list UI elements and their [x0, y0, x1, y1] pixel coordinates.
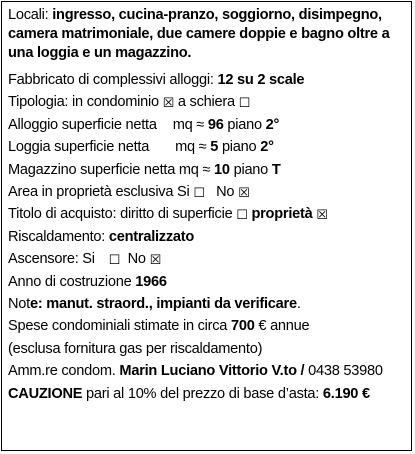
- note-label: Not: [8, 296, 30, 313]
- loggia-value: 5: [210, 139, 219, 156]
- area-no-label: No: [204, 184, 239, 201]
- checkbox-ascensore-si-empty-icon: ☐: [108, 253, 120, 269]
- cauzione-value: 6.190 €: [322, 385, 370, 402]
- checkbox-ascensore-no-checked-icon: ☒: [149, 253, 161, 269]
- area-label: Area in proprietà esclusiva Si: [8, 184, 194, 201]
- ascensore-no-label: No: [120, 251, 150, 268]
- alloggio-label: Alloggio superficie netta: [8, 116, 157, 133]
- loggia-row: [8, 136, 407, 158]
- alloggio-piano-value: 2°: [265, 116, 280, 133]
- magazzino-piano-label: piano: [229, 161, 272, 178]
- spese-row: [8, 315, 407, 337]
- alloggio-piano-label: piano: [223, 116, 266, 133]
- spese-unit: € annue: [254, 318, 310, 335]
- note-end: .: [296, 296, 301, 313]
- tipologia-row: [8, 91, 407, 113]
- note-row: [8, 293, 407, 315]
- spese-label: Spese condominiali stimate in circa: [8, 318, 231, 335]
- cauzione-row: [8, 383, 407, 405]
- amministratore-row: [8, 360, 407, 382]
- checkbox-condominio-checked-icon: ☒: [162, 96, 175, 112]
- locali-label: Locali:: [8, 7, 53, 23]
- anno-row: [8, 271, 407, 293]
- riscaldamento-value: centralizzato: [108, 228, 195, 245]
- loggia-label: Loggia superficie netta: [8, 139, 150, 156]
- tipologia-label: Tipologia: in condominio: [8, 94, 163, 111]
- checkbox-superficie-empty-icon: ☐: [236, 208, 248, 224]
- ascensore-row: [8, 248, 407, 270]
- property-info-box: [1, 1, 412, 451]
- riscaldamento-row: [8, 226, 407, 248]
- alloggio-unit: mq ≈: [172, 116, 208, 133]
- spese-note-row: (esclusa fornitura gas per riscaldamento): [8, 340, 263, 357]
- alloggio-row: [8, 114, 407, 136]
- loggia-unit: mq ≈: [175, 139, 211, 156]
- amministratore-phone: 0438 53980: [304, 363, 383, 380]
- titolo-label: Titolo di acquisto: diritto di superficie: [8, 206, 237, 223]
- tipologia-mid: a schiera: [174, 94, 239, 111]
- locali-value: ingresso, cucina-pranzo, soggiorno, disimpegno, camera matrimoniale, due camere doppie e bagno oltre a una loggia e un magazzino.: [8, 7, 390, 61]
- locali-row: [8, 6, 407, 63]
- fabbricato-value: 12 su 2 scale: [217, 72, 305, 88]
- checkbox-proprieta-checked-icon: ☒: [316, 208, 328, 224]
- cauzione-colon: :: [315, 385, 323, 402]
- magazzino-piano-value: T: [271, 161, 281, 178]
- magazzino-label: Magazzino superficie netta mq ≈: [8, 161, 215, 178]
- area-row: [8, 181, 407, 203]
- amministratore-name: Marin Luciano Vittorio V.to /: [119, 363, 305, 380]
- loggia-piano-label: piano: [218, 139, 261, 156]
- cauzione-text: pari al 10% del prezzo di base d’asta: [82, 385, 316, 402]
- anno-value: 1966: [135, 273, 167, 290]
- spese-value: 700: [230, 318, 255, 335]
- titolo-value: proprietà: [247, 206, 317, 223]
- ascensore-label: Ascensore: Si: [8, 251, 99, 268]
- fabbricato-label: Fabbricato di complessivi alloggi:: [8, 72, 218, 88]
- checkbox-area-si-empty-icon: ☐: [193, 186, 205, 202]
- checkbox-schiera-empty-icon: ☐: [238, 96, 251, 112]
- magazzino-row: [8, 159, 407, 181]
- amministratore-label: Amm.re condom.: [8, 363, 120, 380]
- titolo-row: [8, 203, 407, 225]
- cauzione-label: CAUZIONE: [8, 385, 83, 402]
- magazzino-value: 10: [214, 161, 230, 178]
- checkbox-area-no-checked-icon: ☒: [238, 186, 250, 202]
- riscaldamento-label: Riscaldamento:: [8, 228, 109, 245]
- fabbricato-row: [8, 69, 407, 91]
- note-value: e: manut. straord., impianti da verificare: [29, 296, 297, 313]
- alloggio-value: 96: [207, 116, 224, 133]
- anno-label: Anno di costruzione: [8, 273, 136, 290]
- loggia-piano-value: 2°: [260, 139, 274, 156]
